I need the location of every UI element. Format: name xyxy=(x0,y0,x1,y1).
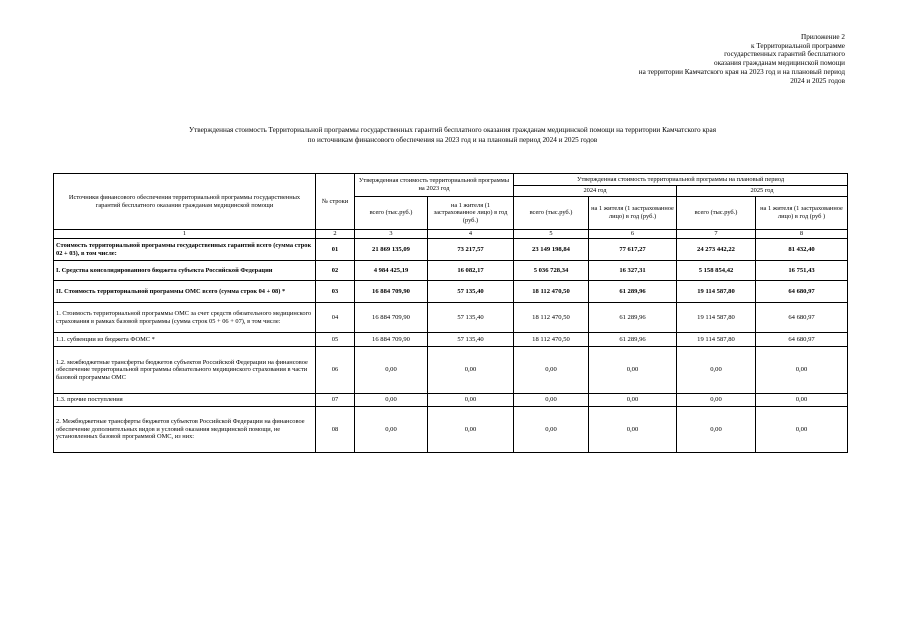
col-number: 3 xyxy=(355,230,428,239)
cell-value: 64 680,97 xyxy=(756,281,848,303)
cell-value: 0,00 xyxy=(514,347,589,394)
header-total-2025: всего (тыс.руб.) xyxy=(677,197,756,230)
cell-value: 0,00 xyxy=(514,394,589,407)
table-row xyxy=(54,303,848,333)
cell-value: 0,00 xyxy=(677,394,756,407)
cell-value: 16 082,17 xyxy=(428,261,514,281)
cell-value: 16 884 709,90 xyxy=(355,333,428,347)
cell-value: 19 114 587,80 xyxy=(677,333,756,347)
cell-value: 16 751,43 xyxy=(756,261,848,281)
row-label: 1.2. межбюджетные трансферты бюджетов субъектов Российской Федерации на финансовое обеспечение территориальной программы обязательного медицинского страхования в части базовой программы ОМС xyxy=(54,347,316,394)
col-number: 7 xyxy=(677,230,756,239)
table-row xyxy=(54,333,848,347)
col-number: 8 xyxy=(756,230,848,239)
cell-value: 0,00 xyxy=(756,407,848,453)
cell-value: 73 217,57 xyxy=(428,239,514,261)
row-label: I. Средства консолидированного бюджета субъекта Российской Федерации xyxy=(54,261,316,281)
cost-table xyxy=(53,173,848,453)
cell-value: 24 273 442,22 xyxy=(677,239,756,261)
header-approved-2023: Утвержденная стоимость территориальной программы на 2023 год xyxy=(355,174,514,197)
header-total-2024: всего (тыс.руб.) xyxy=(514,197,589,230)
cell-value: 0,00 xyxy=(677,407,756,453)
cell-value: 18 112 470,50 xyxy=(514,333,589,347)
table-row xyxy=(54,347,848,394)
header-per-person-2025: на 1 жителя (1 застрахованное лицо) в год (руб ) xyxy=(756,197,848,230)
row-label: Стоимость территориальной программы государственных гарантий всего (сумма строк 02 + 03), в том числе: xyxy=(54,239,316,261)
table-row xyxy=(54,239,848,261)
col-number: 2 xyxy=(316,230,355,239)
header-year-2024: 2024 год xyxy=(514,186,677,197)
cell-value: 57 135,40 xyxy=(428,303,514,333)
cell-value: 0,00 xyxy=(677,347,756,394)
document-title xyxy=(60,125,845,145)
header-year-2025: 2025 год xyxy=(677,186,848,197)
col-number: 6 xyxy=(589,230,677,239)
cell-value: 0,00 xyxy=(428,394,514,407)
table-row xyxy=(54,281,848,303)
cell-value: 57 135,40 xyxy=(428,333,514,347)
table-row xyxy=(54,394,848,407)
cell-value: 4 984 425,19 xyxy=(355,261,428,281)
cell-value: 18 112 470,50 xyxy=(514,303,589,333)
cell-value: 16 327,31 xyxy=(589,261,677,281)
cell-value: 19 114 587,80 xyxy=(677,303,756,333)
cell-value: 0,00 xyxy=(428,407,514,453)
cell-value: 0,00 xyxy=(355,394,428,407)
cell-value: 21 869 135,09 xyxy=(355,239,428,261)
header-per-person-2023: на 1 жителя (1 застрахованное лицо) в год (руб.) xyxy=(428,197,514,230)
annex-line: Приложение 2 xyxy=(801,33,845,41)
annex-header xyxy=(545,33,845,85)
row-number: 07 xyxy=(316,394,355,407)
annex-line: 2024 и 2025 годов xyxy=(790,76,845,85)
header-sources: Источники финансового обеспечения территориальной программы государственных гарантий бесплатного оказания гражданам медицинской помощи xyxy=(54,174,316,230)
cell-value: 0,00 xyxy=(756,394,848,407)
cell-value: 77 617,27 xyxy=(589,239,677,261)
header-approved-plan: Утвержденная стоимость территориальной программы на плановый период xyxy=(514,174,848,186)
annex-line: государственных гарантий бесплатного xyxy=(724,50,845,59)
cell-value: 16 884 709,90 xyxy=(355,303,428,333)
row-number: 08 xyxy=(316,407,355,453)
cell-value: 23 149 198,84 xyxy=(514,239,589,261)
row-number: 02 xyxy=(316,261,355,281)
cell-value: 61 289,96 xyxy=(589,281,677,303)
table-row xyxy=(54,261,848,281)
header-total-2023: всего (тыс.руб.) xyxy=(355,197,428,230)
row-number: 03 xyxy=(316,281,355,303)
cell-value: 16 884 709,90 xyxy=(355,281,428,303)
col-number: 4 xyxy=(428,230,514,239)
cell-value: 5 036 728,34 xyxy=(514,261,589,281)
row-label: 2. Межбюджетные трансферты бюджетов субъектов Российской Федерации на финансовое обеспечение дополнительных видов и условий оказания медицинской помощи, не установленных базовой программой ОМС, из них: xyxy=(54,407,316,453)
row-label: 1.1. субвенции из бюджета ФОМС * xyxy=(54,333,316,347)
cell-value: 57 135,40 xyxy=(428,281,514,303)
row-number: 01 xyxy=(316,239,355,261)
col-number: 1 xyxy=(54,230,316,239)
row-label: 1. Стоимость территориальной программы ОМС за счет средств обязательного медицинского страхования в рамках базовой программы (сумма строк 05 + 06 + 07), в том числе: xyxy=(54,303,316,333)
cell-value: 0,00 xyxy=(514,407,589,453)
cell-value: 0,00 xyxy=(589,394,677,407)
table-row xyxy=(54,407,848,453)
cell-value: 0,00 xyxy=(428,347,514,394)
cell-value: 0,00 xyxy=(355,407,428,453)
cell-value: 64 680,97 xyxy=(756,333,848,347)
row-number: 04 xyxy=(316,303,355,333)
cell-value: 18 112 470,50 xyxy=(514,281,589,303)
header-per-person-2024: на 1 жителя (1 застрахованное лицо) в год (руб.) xyxy=(589,197,677,230)
row-number: 06 xyxy=(316,347,355,394)
annex-line: оказания гражданам медицинской помощи xyxy=(714,59,845,68)
row-label: II. Стоимость территориальной программы ОМС всего (сумма строк 04 + 08) * xyxy=(54,281,316,303)
cell-value: 81 432,40 xyxy=(756,239,848,261)
annex-line: к Территориальной программе xyxy=(751,41,845,50)
cell-value: 0,00 xyxy=(756,347,848,394)
cell-value: 0,00 xyxy=(355,347,428,394)
col-number: 5 xyxy=(514,230,589,239)
title-line-1: Утвержденная стоимость Территориальной программы государственных гарантий бесплатного оказания гражданам медицинской помощи на территории Камчатского края xyxy=(188,126,717,134)
cell-value: 5 158 854,42 xyxy=(677,261,756,281)
cell-value: 64 680,97 xyxy=(756,303,848,333)
cell-value: 0,00 xyxy=(589,407,677,453)
annex-line: на территории Камчатского края на 2023 год и на плановый период xyxy=(638,67,845,76)
title-line-2: по источникам финансового обеспечения на 2023 год и на плановый период 2024 и 2025 годов xyxy=(307,136,598,144)
cell-value: 19 114 587,80 xyxy=(677,281,756,303)
row-label: 1.3. прочие поступления xyxy=(54,394,316,407)
cell-value: 0,00 xyxy=(589,347,677,394)
row-number: 05 xyxy=(316,333,355,347)
cell-value: 61 289,96 xyxy=(589,303,677,333)
header-row-no: № строки xyxy=(316,174,355,230)
cell-value: 61 289,96 xyxy=(589,333,677,347)
